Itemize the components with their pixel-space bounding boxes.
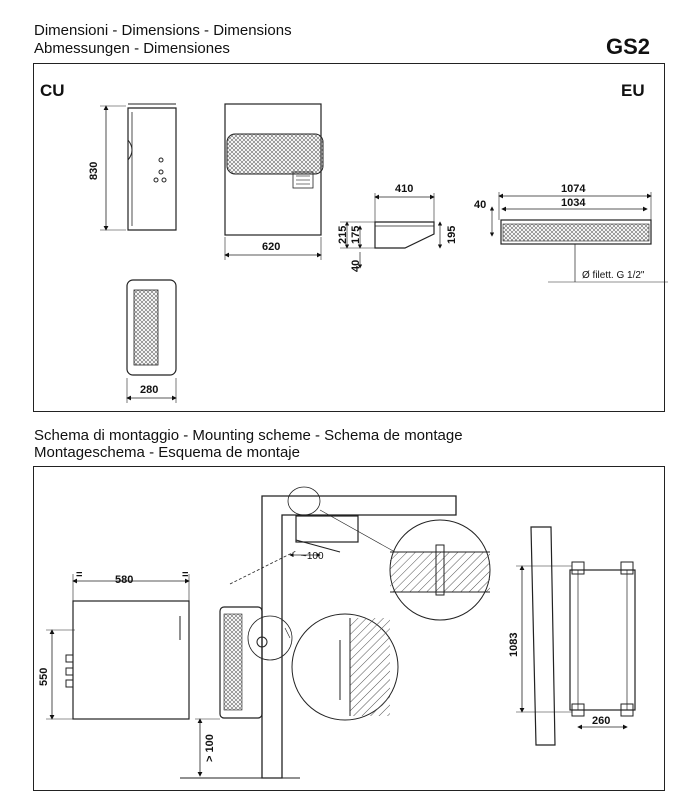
dim-eu-215: 215 [337,225,349,244]
dim-rail-260: 260 [592,715,611,727]
dim-eu-side-40: 40 [474,199,487,211]
model-code: GS2 [606,34,651,59]
dim-eu-total-length: 1074 [561,183,586,195]
wall-section [180,487,490,778]
mark-equal-left: = [76,569,83,581]
dim-eu-40: 40 [350,259,362,272]
mounting-title-line-1: Schema di montaggio - Mounting scheme - Schema de montage [34,427,463,444]
mounting-template [46,574,189,719]
title-line-1: Dimensioni - Dimensions - Dimensions [34,22,292,39]
mounting-title-line-2: Montageschema - Esquema de montaje [34,444,300,461]
dim-eu-175: 175 [350,225,362,244]
dim-eu-depth: 410 [395,183,414,195]
drain-note: Ø filett. G 1/2" [582,270,645,281]
cu-front-view [225,104,323,260]
cu-label: CU [40,81,65,100]
dim-cu-width: 620 [262,241,281,253]
cu-side-view [100,104,176,230]
mark-equal-right: = [182,569,189,581]
dim-mount-580: 580 [115,574,134,586]
dim-eu-inner-length: 1034 [561,197,586,209]
dim-clearance-100: ~100 [301,551,324,562]
dim-floor-100: > 100 [204,734,216,762]
dim-eu-195: 195 [446,225,458,244]
dim-cu-depth: 280 [140,384,159,396]
dim-rail-1083: 1083 [508,632,520,657]
dim-cu-height: 830 [88,161,100,180]
wall-bracket-view [516,527,635,745]
title-line-2: Abmessungen - Dimensiones [34,40,230,57]
dim-mount-550: 550 [38,667,50,686]
eu-label: EU [621,81,645,100]
